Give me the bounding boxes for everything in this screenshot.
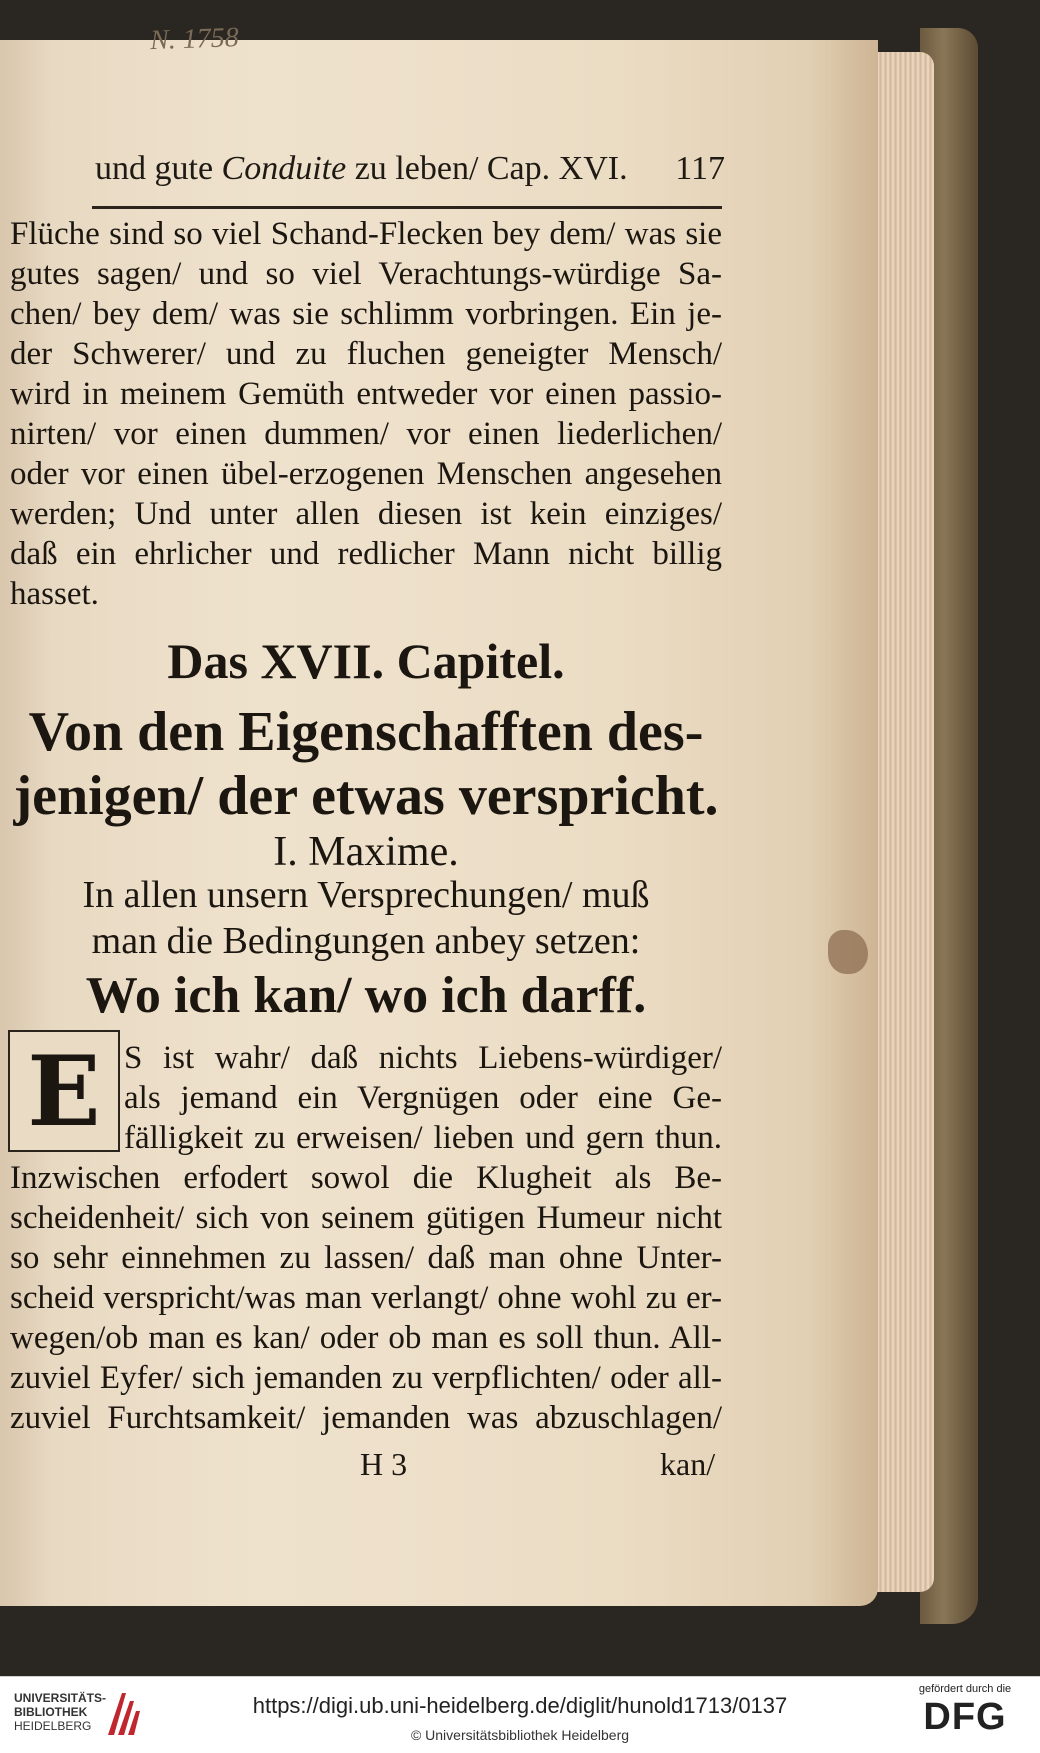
text-line: chen/ bey dem/ was sie schlimm vorbringen. Ein je-	[10, 296, 722, 332]
logo-line: HEIDELBERG	[14, 1719, 92, 1733]
text-line: so sehr einnehmen zu lassen/ daß man ohne Unter-	[10, 1240, 722, 1276]
maxim-emphasis: Wo ich kan/ wo ich darff.	[85, 967, 647, 1024]
running-head	[95, 150, 725, 200]
text-line: zuviel Furchtsamkeit/ jemanden was abzuschlagen/	[10, 1400, 722, 1436]
text-line: scheid verspricht/was man verlangt/ ohne wohl zu er-	[10, 1280, 722, 1316]
text-line: wegen/ob man es kan/ oder ob man es soll thun. All-	[10, 1320, 722, 1356]
text-line: der Schwerer/ und zu fluchen geneigter Mensch/	[10, 336, 722, 372]
text-line: Flüche sind so viel Schand-Flecken bey dem/ was sie	[10, 216, 722, 252]
maxim-line: In allen unsern Versprechungen/ muß	[82, 874, 650, 916]
page-fore-edge	[872, 52, 934, 1592]
text-line: oder vor einen übel-erzogenen Menschen angesehen	[10, 456, 722, 492]
dfg-logo[interactable]	[900, 1683, 1030, 1739]
chapter-subtitle-line: Von den Eigenschafften des-	[28, 701, 704, 763]
text-line: werden; Und unter allen diesen ist kein einziges/	[10, 496, 722, 532]
text-line: hasset.	[10, 576, 99, 612]
text-line: fälligkeit zu erweisen/ lieben und gern thun.	[124, 1120, 722, 1156]
maxim-text	[10, 872, 722, 964]
text-line: wird in meinem Gemüth entweder vor einen passio-	[10, 376, 722, 412]
body-text-initial-lines	[124, 1038, 722, 1158]
dfg-wordmark: DFG	[923, 1696, 1007, 1738]
text-line: daß ein ehrlicher und redlicher Mann nicht billig	[10, 536, 722, 572]
chapter-title: Das XVII. Capitel.	[167, 633, 565, 689]
text-line: scheidenheit/ sich von seinem gütigen Humeur nicht	[10, 1200, 722, 1236]
running-head-italic: Conduite	[221, 150, 347, 187]
text-line: als jemand ein Vergnügen oder eine Ge-	[124, 1080, 722, 1116]
maxim-line: man die Bedingungen anbey setzen:	[91, 920, 641, 962]
signature-mark: H 3	[360, 1446, 408, 1482]
permalink-url[interactable]: https://digi.ub.uni-heidelberg.de/diglit/hunold1713/0137	[252, 1693, 788, 1718]
catchword: kan/	[660, 1446, 716, 1482]
maxim-number: I. Maxime.	[273, 829, 459, 875]
page-number: 117	[675, 150, 725, 187]
copyright-notice: © Universitätsbibliothek Heidelberg	[410, 1727, 630, 1743]
running-head-text-end: zu leben/ Cap. XVI.	[346, 150, 628, 187]
running-head-text: und gute	[95, 150, 222, 187]
body-text-bottom	[10, 1158, 722, 1438]
dfg-note: gefördert durch die	[918, 1683, 1012, 1695]
chapter-subtitle	[10, 700, 722, 828]
body-text-top	[10, 214, 722, 614]
text-line: nirten/ vor einen dummen/ vor einen liederlichen/	[10, 416, 722, 452]
handwritten-note: N. 1758	[149, 22, 240, 57]
logo-line: UNIVERSITÄTS-	[14, 1691, 107, 1705]
text-line: gutes sagen/ und so viel Verachtungs-würdige Sa-	[10, 256, 722, 292]
text-line: S ist wahr/ daß nichts Liebens-würdiger/	[124, 1040, 722, 1076]
viewer-footer	[0, 1676, 1040, 1753]
decorated-initial: E	[8, 1030, 120, 1152]
chapter-subtitle-line: jenigen/ der etwas verspricht.	[13, 765, 719, 827]
logo-line: BIBLIOTHEK	[14, 1705, 88, 1719]
library-emblem-icon	[104, 1687, 142, 1739]
text-line: Inzwischen erfodert sowol die Klugheit als Be-	[10, 1160, 722, 1196]
header-rule	[92, 206, 722, 209]
text-line: zuviel Eyfer/ sich jemanden zu verpflichten/ oder all-	[10, 1360, 722, 1396]
paper-stain	[828, 930, 868, 974]
